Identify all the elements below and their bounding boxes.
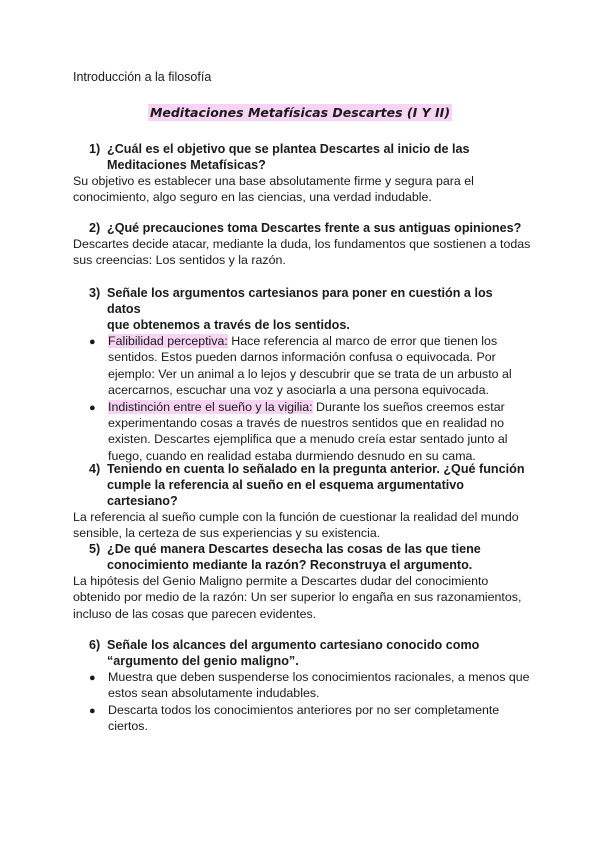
question-number: 6) <box>89 638 101 652</box>
list-item: ● Descarta todos los conocimientos anteriores por no ser completamente ciertos. <box>89 702 500 734</box>
highlighted-term: Falibilidad perceptiva: <box>108 334 228 348</box>
question-text: 2) ¿Qué precauciones toma Descartes frente a sus antiguas opiniones? <box>89 221 522 235</box>
question-number: 4) <box>89 462 101 476</box>
document-title: Meditaciones Metafísicas Descartes (I Y II) <box>149 105 451 120</box>
question-2 <box>0 220 600 269</box>
question-text: 4) Teniendo en cuenta lo señalado en la pregunta anterior. ¿Qué función cumple la referencia al sueño en el esquema argumentativo cartesiano? <box>89 462 525 508</box>
bullet-icon: ● <box>89 704 96 717</box>
question-1 <box>0 141 600 206</box>
highlighted-term: Indistinción entre el sueño y la vigilia: <box>108 399 313 414</box>
question-number: 3) <box>89 286 101 300</box>
question-3 <box>0 285 600 464</box>
question-number: 2) <box>89 221 101 235</box>
question-5 <box>0 541 600 622</box>
course-header: Introducción a la filosofía <box>73 70 212 84</box>
answer-text: Descartes decide atacar, mediante la duda, los fundamentos que sostienen a todas sus creencias: Los sentidos y la razón. <box>73 237 531 268</box>
list-item: ● Indistinción entre el sueño y la vigilia: Durante los sueños creemos estar experimentando cosas a través de nuestros sentidos que en realidad no existen. Descartes ejemplifica que a menudo creía estar sentado junto al fuego, cuando en realidad estaba durmiendo desnudo en su cama. <box>89 399 508 463</box>
title-wrap <box>0 104 600 122</box>
bullet-icon: ● <box>89 336 96 348</box>
question-number: 1) <box>89 142 101 156</box>
question-text: 3) Señale los argumentos cartesianos para poner en cuestión a los datos que obtenemos a través de los sentidos. <box>89 286 493 332</box>
answer-text: La referencia al sueño cumple con la función de cuestionar la realidad del mundo sensible, la certeza de sus experiencias y su existencia. <box>73 510 519 541</box>
question-4 <box>0 461 600 542</box>
question-text: 6) Señale los alcances del argumento cartesiano conocido como “argumento del genio maligno”. <box>89 638 480 668</box>
answer-text: Su objetivo es establecer una base absolutamente firme y segura para el conocimiento, algo seguro en las ciencias, una verdad indudable. <box>73 174 474 205</box>
bullet-icon: ● <box>89 401 96 414</box>
question-number: 5) <box>89 542 101 556</box>
list-item: ● Muestra que deben suspenderse los conocimientos racionales, a menos que estos sean absolutamente indudables. <box>89 670 530 701</box>
question-6 <box>0 637 600 735</box>
bullet-list <box>0 333 600 464</box>
list-item: ● Falibilidad perceptiva: Hace referencia al marco de error que tienen los sentidos. Estos pueden darnos información confusa o equivocada. Por ejemplo: Ver un animal a lo lejos y descubrir que se trata de un arbusto al acercarnos, escuchar una voz y asociarla a una persona equivocada. <box>89 334 512 398</box>
question-text: 1) ¿Cuál es el objetivo que se plantea Descartes al inicio de las Meditaciones Metafísicas? <box>89 142 470 172</box>
answer-text: La hipótesis del Genio Maligno permite a Descartes dudar del conocimiento obtenido por medio de la razón: Un ser superior lo engaña en sus razonamientos, incluso de las cosas que parecen evidentes. <box>73 574 522 621</box>
bullet-list <box>0 669 600 735</box>
question-text: 5) ¿De qué manera Descartes desecha las cosas de las que tiene conocimiento mediante la razón? Reconstruya el argumento. <box>89 542 481 572</box>
bullet-icon: ● <box>89 672 96 684</box>
